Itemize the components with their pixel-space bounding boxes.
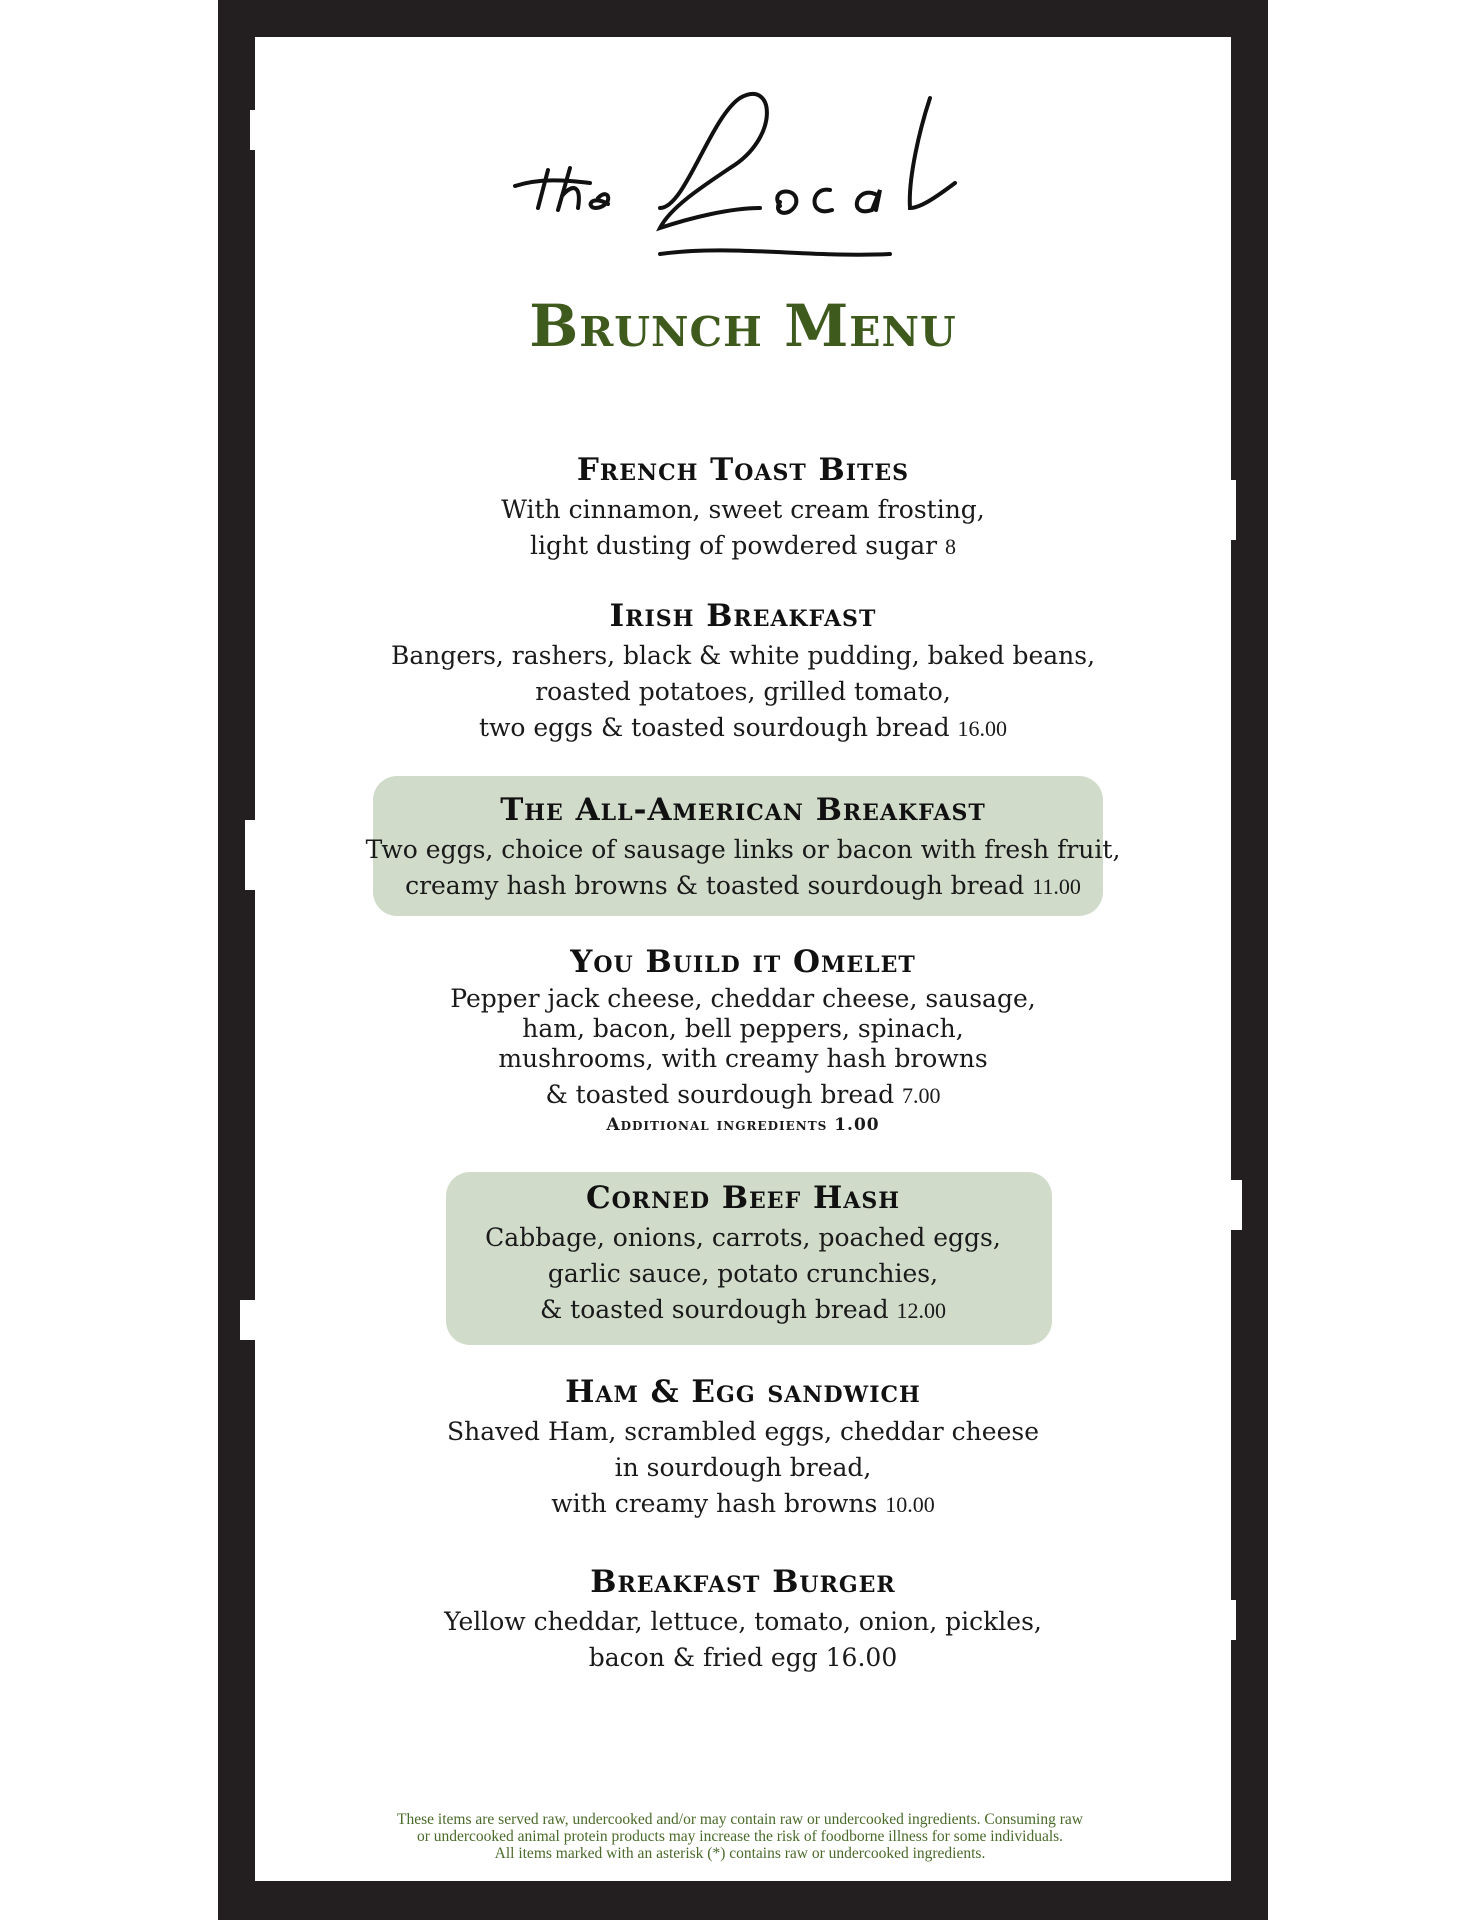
item-name: French Toast Bites: [576, 452, 910, 488]
food-safety-disclaimer: [300, 1811, 1180, 1862]
item-name: Ham & Egg sandwich: [565, 1374, 921, 1410]
menu-item-irish-breakfast: [258, 598, 1228, 747]
item-price: 12.00: [896, 1298, 947, 1323]
page-title: Brunch Menu: [529, 292, 957, 360]
menu-item-all-american-breakfast: [258, 792, 1228, 905]
item-desc-line: roasted potatoes, grilled tomato,: [535, 677, 951, 706]
menu-item-omelet: [258, 944, 1228, 1135]
item-desc-line: Shaved Ham, scrambled eggs, cheddar cheese: [447, 1417, 1039, 1446]
item-desc-line: Pepper jack cheese, cheddar cheese, sausage,: [450, 984, 1036, 1013]
menu-item-ham-egg-sandwich: [258, 1374, 1228, 1523]
item-desc-line: Cabbage, onions, carrots, poached eggs,: [485, 1223, 1001, 1252]
item-price: 16.00: [957, 716, 1008, 741]
disclaimer-line: or undercooked animal protein products may increase the risk of foodborne illness for some individuals.: [416, 1828, 1064, 1845]
item-desc-line: in sourdough bread,: [614, 1453, 872, 1482]
item-name: Irish Breakfast: [609, 598, 877, 634]
item-desc-line: light dusting of powdered sugar: [529, 531, 938, 560]
menu-item-corned-beef-hash: [258, 1180, 1228, 1329]
item-desc-line: & toasted sourdough bread: [545, 1080, 895, 1109]
menu-item-french-toast-bites: [258, 452, 1228, 565]
item-price: 10.00: [885, 1492, 935, 1517]
item-desc-line: Yellow cheddar, lettuce, tomato, onion, pickles,: [444, 1607, 1042, 1636]
item-desc-line: ham, bacon, bell peppers, spinach,: [522, 1014, 964, 1043]
the-local-logo: [510, 58, 970, 268]
item-desc-line: bacon & fried egg 16.00: [588, 1643, 898, 1672]
item-desc-line: mushrooms, with creamy hash browns: [498, 1044, 988, 1073]
menu-item-breakfast-burger: [258, 1564, 1228, 1676]
disclaimer-line: All items marked with an asterisk (*) contains raw or undercooked ingredients.: [494, 1845, 986, 1862]
item-price: 8: [945, 534, 957, 559]
item-name: You Build it Omelet: [570, 944, 916, 980]
item-desc-line: creamy hash browns & toasted sourdough bread: [405, 871, 1025, 900]
item-desc-line: garlic sauce, potato crunchies,: [547, 1259, 939, 1288]
item-price: 7.00: [902, 1083, 941, 1108]
item-desc-line: With cinnamon, sweet cream frosting,: [501, 495, 985, 524]
border-roughness: [250, 110, 264, 150]
item-name: Breakfast Burger: [590, 1564, 896, 1600]
item-desc-line: & toasted sourdough bread: [539, 1295, 889, 1324]
item-name: The All-American Breakfast: [500, 792, 986, 828]
item-desc-line: Bangers, rashers, black & white pudding, baked beans,: [390, 641, 1096, 670]
item-desc-line: with creamy hash browns: [551, 1489, 878, 1518]
item-price: 11.00: [1032, 874, 1081, 899]
disclaimer-line: These items are served raw, undercooked and/or may contain raw or undercooked ingredients. Consuming raw: [397, 1811, 1083, 1828]
item-desc-line: Two eggs, choice of sausage links or bacon with fresh fruit,: [365, 835, 1121, 864]
additional-ingredients-note: Additional ingredients 1.00: [606, 1115, 880, 1135]
item-name: Corned Beef Hash: [585, 1180, 901, 1216]
item-desc-line: two eggs & toasted sourdough bread: [478, 713, 950, 742]
